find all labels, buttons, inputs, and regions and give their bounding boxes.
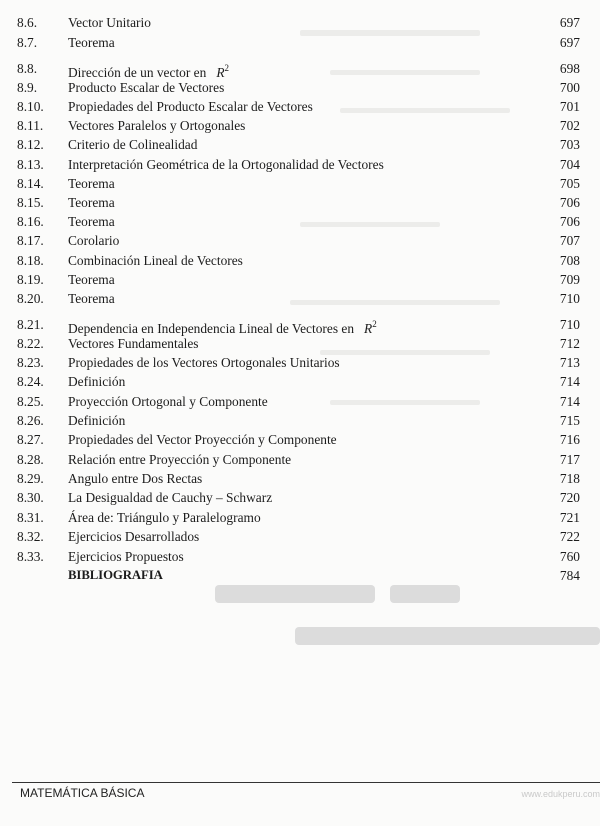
toc-entry-number: 8.19.: [17, 272, 44, 287]
toc-entry-title: [68, 193, 115, 212]
toc-entry-title: [68, 212, 115, 231]
toc-entry: [0, 116, 600, 135]
toc-entry-title: [68, 78, 224, 97]
toc-entry-number: 8.21.: [17, 317, 44, 332]
footer-rule: [12, 782, 600, 783]
toc-entry-page: 705: [559, 176, 580, 191]
toc-entry-title-text: Ejercicios Desarrollados: [68, 529, 200, 544]
toc-entry-title-text: Corolario: [68, 233, 120, 248]
toc-entry-number: 8.10.: [17, 99, 44, 114]
toc-entry-page: 710: [559, 317, 580, 332]
toc-entry-number: 8.23.: [17, 355, 44, 370]
toc-entry-page: 697: [559, 35, 580, 50]
toc-entry-title-text: Teorema: [68, 214, 115, 229]
toc-entry-title-text: Definición: [68, 413, 126, 428]
toc-entry-title: [68, 116, 245, 135]
toc-entry-title-text: Ejercicios Propuestos: [68, 549, 184, 564]
toc-entry: [0, 450, 600, 469]
toc-entry-number: 8.32.: [17, 529, 44, 544]
toc-entry-title: [68, 334, 199, 353]
toc-entry: [0, 135, 600, 154]
toc-entry-title-text: Dirección de un vector en: [68, 65, 207, 80]
toc-entry: [0, 392, 600, 411]
toc-entry-page: 716: [559, 432, 580, 447]
toc-entry-title-text: Combinación Lineal de Vectores: [68, 253, 243, 268]
toc-entry-title: [68, 430, 337, 449]
toc-entry-title-text: Interpretación Geométrica de la Ortogonalidad de Vectores: [68, 157, 384, 172]
toc-entry-title: [68, 251, 243, 270]
toc-entry-page: 700: [559, 80, 580, 95]
footer-book-title: MATEMÁTICA BÁSICA: [20, 786, 145, 800]
toc-entry-page: 721: [559, 510, 580, 525]
toc-entry-title: [68, 488, 272, 507]
toc-entry-title-text: Área de: Triángulo y Paralelogramo: [68, 510, 261, 525]
toc-entry: [0, 289, 600, 308]
toc-entry-number: 8.11.: [17, 118, 44, 133]
toc-entry-title-text: Angulo entre Dos Rectas: [68, 471, 203, 486]
toc-entry-number: 8.24.: [17, 374, 44, 389]
toc-entry: [0, 353, 600, 372]
toc-entry: [0, 488, 600, 507]
toc-entry-title: [68, 231, 119, 250]
toc-entry: [0, 527, 600, 546]
toc-entry-page: 784: [559, 568, 580, 583]
toc-entry: [0, 251, 600, 270]
toc-entry-title-text: Teorema: [68, 195, 115, 210]
toc-entry-title-text: Definición: [68, 374, 126, 389]
toc-entry-number: 8.9.: [17, 80, 38, 95]
toc-entry-title: [68, 527, 199, 546]
toc-entry-page: 709: [559, 272, 580, 287]
toc-entry-title-text: Teorema: [68, 272, 115, 287]
toc-entry-title-text: Propiedades de los Vectores Ortogonales Unitarios: [68, 355, 340, 370]
toc-entry-page: 697: [559, 15, 580, 30]
toc-entry-title: [68, 174, 115, 193]
toc-entry-number: 8.27.: [17, 432, 44, 447]
toc-entry: [0, 270, 600, 289]
toc-entry-page: 702: [559, 118, 580, 133]
toc-entry-page: 713: [559, 355, 580, 370]
toc-entry-number: 8.12.: [17, 137, 44, 152]
toc-entry: [0, 508, 600, 527]
toc-entry: [0, 78, 600, 97]
toc-entry-page: 706: [559, 214, 580, 229]
toc-entry-number: 8.33.: [17, 549, 44, 564]
toc-entry-number: 8.30.: [17, 490, 44, 505]
math-base: R: [364, 321, 373, 336]
toc-entry: [0, 566, 600, 585]
toc-entry-title-text: Propiedades del Producto Escalar de Vectores: [68, 99, 313, 114]
toc-entry: [0, 315, 600, 334]
toc-entry-number: 8.26.: [17, 413, 44, 428]
toc-entry: [0, 411, 600, 430]
toc-entry-number: 8.31.: [17, 510, 44, 525]
toc-entry: [0, 193, 600, 212]
toc-entry-title-text: Teorema: [68, 176, 115, 191]
toc-entry-title-text: Teorema: [68, 291, 115, 306]
toc-entry-page: 714: [559, 374, 580, 389]
toc-entry-title: [68, 469, 202, 488]
toc-entry-number: 8.15.: [17, 195, 44, 210]
toc-entry-number: 8.29.: [17, 471, 44, 486]
toc-entry-page: 710: [559, 291, 580, 306]
math-base: R: [216, 65, 225, 80]
toc-entry-title: [68, 450, 291, 469]
toc-entry-number: 8.17.: [17, 233, 44, 248]
toc-entry: [0, 33, 600, 52]
toc-entry: [0, 372, 600, 391]
toc-entry-number: 8.6.: [17, 15, 38, 30]
toc-entry-title: [68, 33, 115, 52]
toc-entry-page: 717: [559, 452, 580, 467]
toc-entry-page: 706: [559, 195, 580, 210]
toc-entry-title: [68, 392, 268, 411]
toc-entry: [0, 59, 600, 78]
toc-entry-page: 698: [559, 61, 580, 76]
toc-entry-title: [68, 353, 340, 372]
toc-entry: [0, 469, 600, 488]
toc-entry-title: [68, 372, 125, 391]
toc-entry-number: 8.18.: [17, 253, 44, 268]
toc-entry: [0, 212, 600, 231]
toc-entry: [0, 97, 600, 116]
toc-entry: [0, 231, 600, 250]
footer-url: www.edukperu.com: [521, 789, 600, 799]
toc-entry: [0, 430, 600, 449]
toc-entry-title-text: Propiedades del Vector Proyección y Componente: [68, 432, 337, 447]
toc-entry-title-text: Vectores Fundamentales: [68, 336, 199, 351]
toc-entry: [0, 13, 600, 32]
toc-entry-number: 8.25.: [17, 394, 44, 409]
toc-entry-title-text: Criterio de Colinealidad: [68, 137, 198, 152]
toc-entry-number: 8.8.: [17, 61, 38, 76]
toc-entry-page: 720: [559, 490, 580, 505]
toc-entry-title: [68, 135, 197, 154]
toc-entry-title-text: Vector Unitario: [68, 15, 151, 30]
stamp-watermark: [215, 585, 600, 645]
toc-entry-number: 8.14.: [17, 176, 44, 191]
toc-entry-page: 722: [559, 529, 580, 544]
toc-entry-title-text: La Desigualdad de Cauchy – Schwarz: [68, 490, 273, 505]
toc-entry-number: 8.13.: [17, 157, 44, 172]
math-superscript: 2: [224, 63, 229, 73]
toc-entry-title-text: Proyección Ortogonal y Componente: [68, 394, 268, 409]
toc-entry-title: [68, 547, 184, 566]
toc-entry-page: 703: [559, 137, 580, 152]
toc-entry-title: [68, 13, 151, 32]
toc-entry-title: [68, 270, 115, 289]
toc-entry-page: 708: [559, 253, 580, 268]
toc-entry-title-text: Producto Escalar de Vectores: [68, 80, 225, 95]
toc-entry: [0, 155, 600, 174]
toc-entry-page: 760: [559, 549, 580, 564]
math-superscript: 2: [372, 319, 377, 329]
toc-entry: [0, 174, 600, 193]
toc-entry-title: [68, 508, 261, 527]
toc-entry-number: 8.7.: [17, 35, 38, 50]
toc-entry-title-text: Vectores Paralelos y Ortogonales: [68, 118, 246, 133]
toc-entry-number: 8.20.: [17, 291, 44, 306]
toc-entry-title: [68, 566, 163, 585]
toc-entry-title: [68, 97, 313, 116]
toc-entry-page: 701: [559, 99, 580, 114]
toc-entry-number: 8.22.: [17, 336, 44, 351]
toc-entry-title-text: Teorema: [68, 35, 115, 50]
toc-entry: [0, 334, 600, 353]
toc-entry-page: 707: [559, 233, 580, 248]
toc-entry-title-text: BIBLIOGRAFIA: [68, 568, 163, 582]
toc-entry-page: 715: [559, 413, 580, 428]
toc-entry-title-text: Relación entre Proyección y Componente: [68, 452, 292, 467]
toc-entry-page: 712: [559, 336, 580, 351]
toc-entry-page: 704: [559, 157, 580, 172]
toc-entry-page: 714: [559, 394, 580, 409]
toc-entry-title-text: Dependencia en Independencia Lineal de Vectores en: [68, 321, 355, 336]
toc-entry-page: 718: [559, 471, 580, 486]
toc-entry-title: [68, 411, 125, 430]
toc-entry-number: 8.28.: [17, 452, 44, 467]
toc-entry-number: 8.16.: [17, 214, 44, 229]
toc-entry: [0, 547, 600, 566]
toc-entry-title: [68, 289, 115, 308]
toc-entry-title: [68, 155, 384, 174]
